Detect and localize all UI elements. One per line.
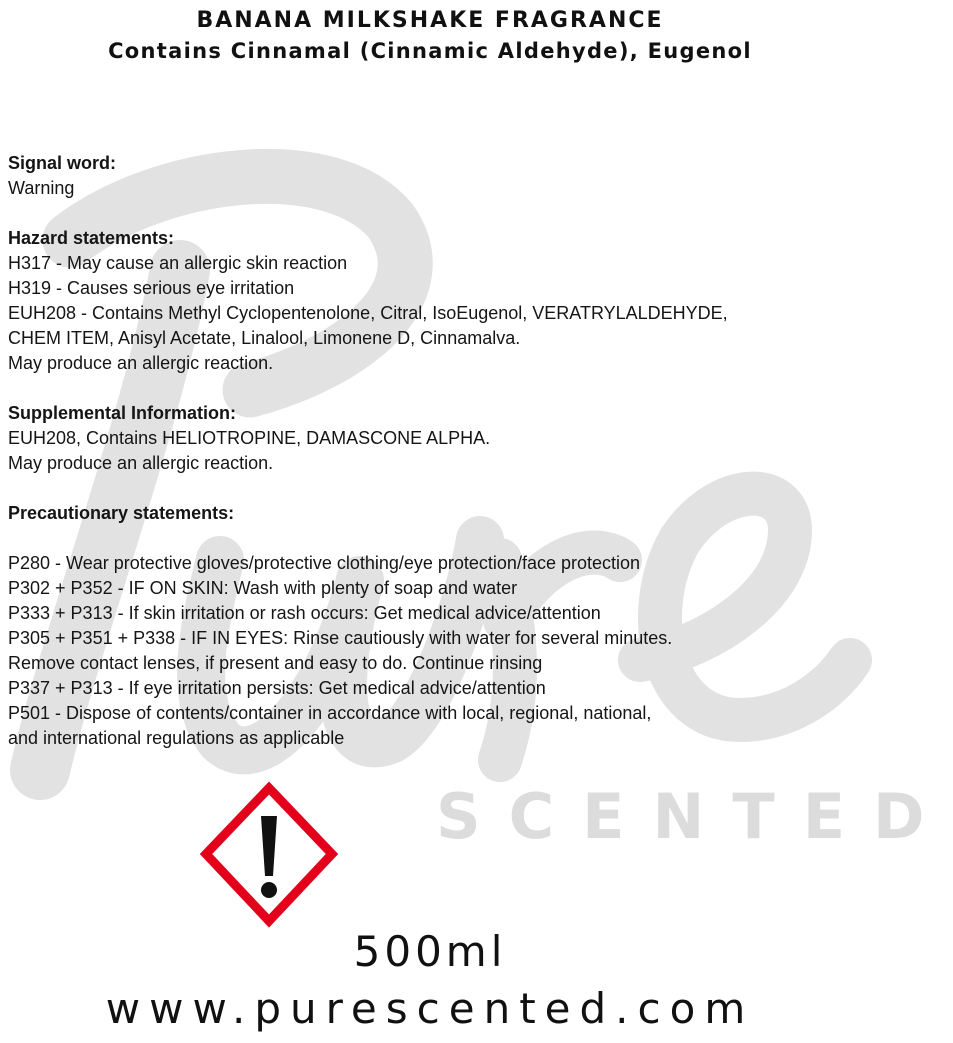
signal-word-heading: Signal word: — [8, 153, 116, 173]
signal-word-section — [8, 151, 848, 201]
product-header — [0, 6, 860, 66]
supplemental-information-heading: Supplemental Information: — [8, 403, 237, 423]
label-body — [8, 151, 848, 776]
product-subtitle: Contains Cinnamal (Cinnamic Aldehyde), Eugenol — [108, 39, 752, 63]
ghs-exclamation-mark-icon — [200, 782, 338, 927]
precautionary-statement-line: P337 + P313 - If eye irritation persists: Get medical advice/attention — [8, 678, 546, 698]
hazard-statement-line: EUH208 - Contains Methyl Cyclopentenolone, Citral, IsoEugenol, VERATRYLALDEHYDE, — [8, 303, 728, 323]
precautionary-statement-line: P501 - Dispose of contents/container in accordance with local, regional, national, — [8, 703, 652, 723]
precautionary-statement-line: P302 + P352 - IF ON SKIN: Wash with plenty of soap and water — [8, 578, 518, 598]
signal-word-value: Warning — [8, 178, 75, 198]
hazard-statements-section — [8, 226, 848, 376]
watermark-text: SCENTED — [436, 780, 953, 853]
precautionary-statement-line: P280 - Wear protective gloves/protective clothing/eye protection/face protection — [8, 553, 641, 573]
supplemental-information-section — [8, 401, 848, 476]
supplemental-line: May produce an allergic reaction. — [8, 453, 274, 473]
spacer — [8, 526, 848, 551]
hazard-statement-line: May produce an allergic reaction. — [8, 353, 274, 373]
hazard-statements-heading: Hazard statements: — [8, 228, 175, 248]
precautionary-statements-heading: Precautionary statements: — [8, 503, 235, 523]
volume-label: 500ml — [353, 927, 507, 976]
precautionary-statement-line: P333 + P313 - If skin irritation or rash occurs: Get medical advice/attention — [8, 603, 601, 623]
supplemental-line: EUH208, Contains HELIOTROPINE, DAMASCONE ALPHA. — [8, 428, 491, 448]
hazard-statement-line: H317 - May cause an allergic skin reaction — [8, 253, 348, 273]
hazard-statement-line: H319 - Causes serious eye irritation — [8, 278, 295, 298]
precautionary-statements-section — [8, 501, 848, 751]
precautionary-statement-line: P305 + P351 + P338 - IF IN EYES: Rinse cautiously with water for several minutes. — [8, 628, 673, 648]
precautionary-statement-line: and international regulations as applicable — [8, 728, 345, 748]
product-title: BANANA MILKSHAKE FRAGRANCE — [196, 8, 664, 33]
hazard-statement-line: CHEM ITEM, Anisyl Acetate, Linalool, Limonene D, Cinnamalva. — [8, 328, 521, 348]
website-url: www.purescented.com — [105, 984, 755, 1033]
precautionary-statement-line: Remove contact lenses, if present and easy to do. Continue rinsing — [8, 653, 543, 673]
